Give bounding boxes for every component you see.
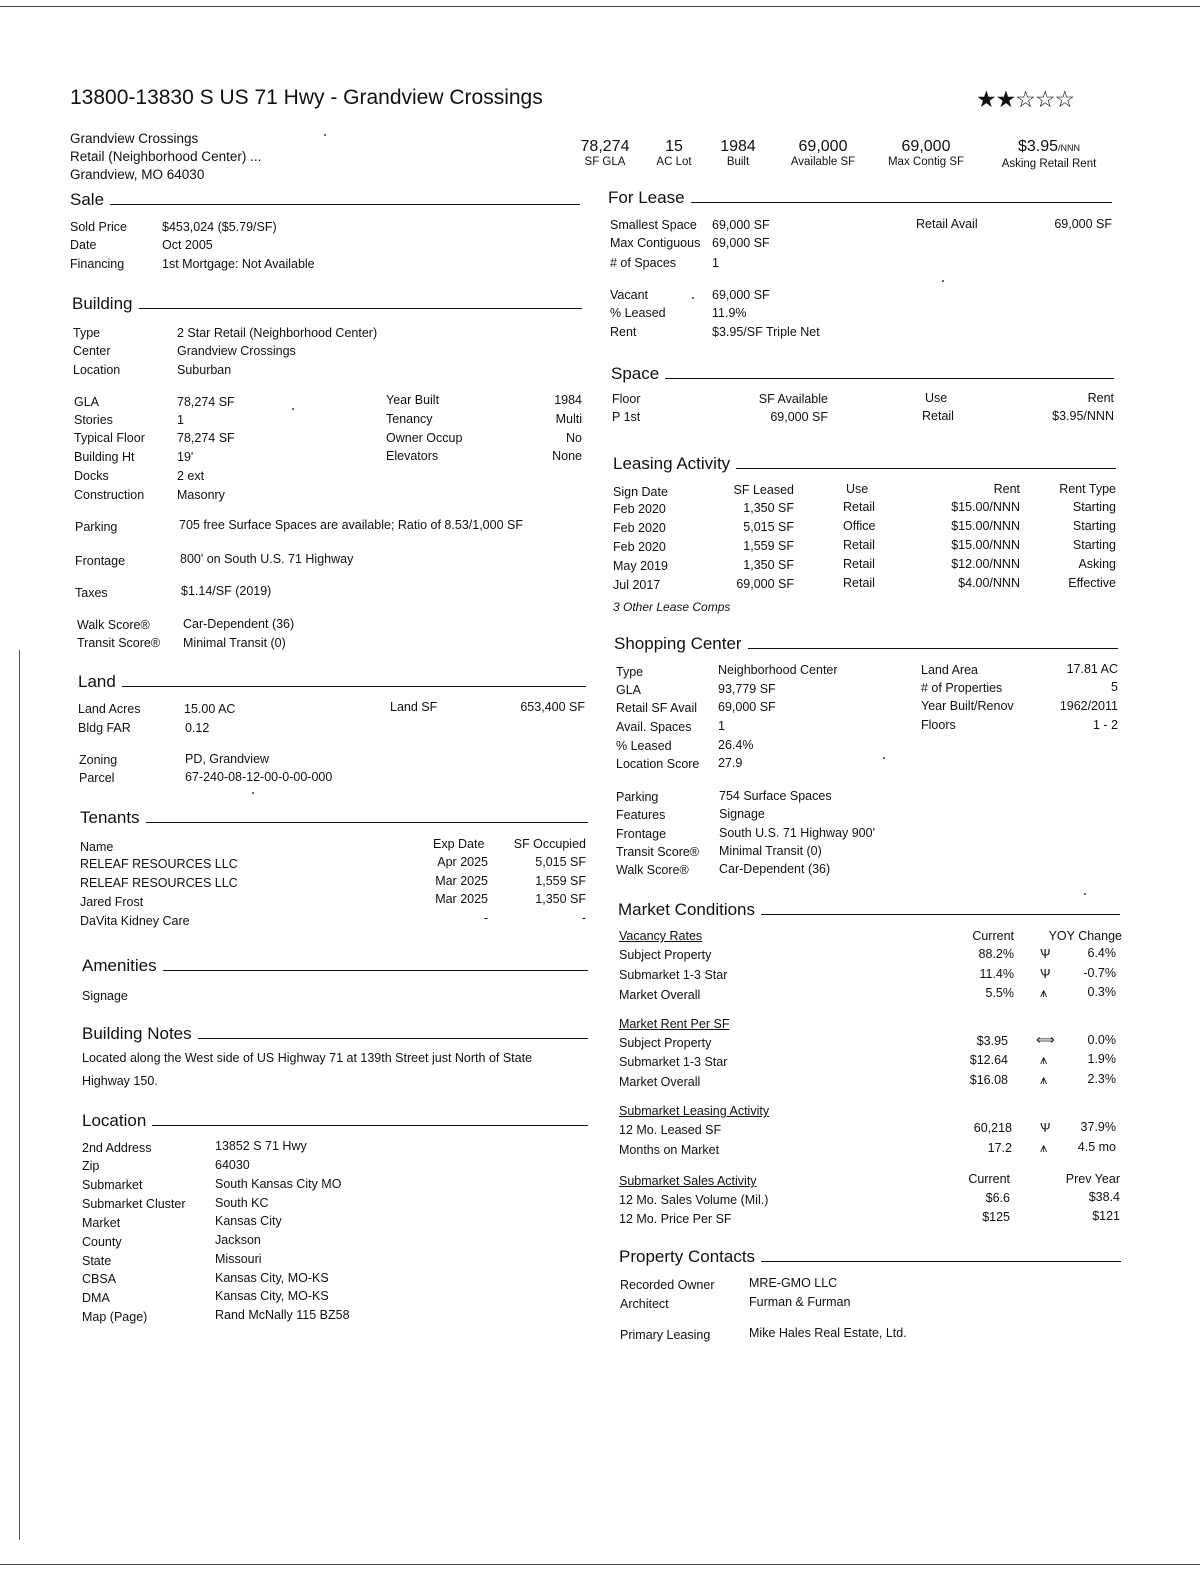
location-value: Missouri: [215, 1252, 262, 1266]
location-value: Jackson: [215, 1233, 261, 1247]
contact-label: Architect: [620, 1297, 669, 1311]
leasing-use: Retail: [843, 538, 875, 552]
market-label: Months on Market: [619, 1143, 720, 1157]
building-label: Center: [73, 344, 111, 358]
tenants-col-exp: Exp Date: [433, 837, 485, 851]
market-change: 0.3%: [1087, 985, 1116, 999]
zoning-value: PD, Grandview: [185, 752, 270, 766]
property-city: Grandview, MO 64030: [70, 167, 205, 182]
property-type: Retail (Neighborhood Center) ...: [70, 149, 262, 164]
leasing-col-use: Use: [846, 482, 869, 496]
leasing-rent: $15.00/NNN: [951, 519, 1020, 533]
market-change: 0.0%: [1087, 1033, 1116, 1047]
bldg-far-label: Bldg FAR: [78, 721, 131, 735]
tenant-sf: 1,350 SF: [535, 892, 586, 906]
market-label: 12 Mo. Leased SF: [619, 1123, 722, 1137]
shopping-label: Parking: [616, 790, 659, 804]
building-label: Docks: [74, 469, 109, 483]
location-label: Submarket: [82, 1178, 143, 1192]
land-acres-label: Land Acres: [78, 702, 141, 716]
star-empty-icon: ☆: [1015, 86, 1035, 112]
leasing-sf: 1,350 SF: [743, 558, 794, 572]
market-current: $125: [982, 1210, 1010, 1224]
leasing-rent: $4.00/NNN: [958, 576, 1020, 590]
lease-label: % Leased: [610, 306, 666, 320]
star-empty-icon: ☆: [1034, 86, 1055, 112]
lease-label: # of Spaces: [610, 256, 677, 270]
leasing-rent: $12.00/NNN: [951, 557, 1020, 571]
star-filled-icon: ★: [995, 86, 1016, 112]
lease-value: 69,000 SF: [712, 218, 770, 232]
market-current: 17.2: [987, 1141, 1012, 1155]
building-value: 1: [177, 413, 184, 427]
land-sf-value: 653,400 SF: [520, 700, 585, 714]
location-label: Map (Page): [82, 1310, 148, 1324]
market-label: 12 Mo. Sales Volume (Mil.): [619, 1193, 769, 1207]
space-col-sf: SF Available: [758, 392, 828, 406]
other-lease-comps: 3 Other Lease Comps: [613, 600, 731, 614]
parcel-value: 67-240-08-12-00-0-00-000: [185, 770, 333, 784]
building-value: 2 ext: [177, 469, 205, 483]
zoning-label: Zoning: [79, 753, 118, 767]
scan-edge-top: [0, 6, 1200, 7]
shopping-value: Neighborhood Center: [718, 663, 838, 677]
market-current: $6.6: [985, 1191, 1010, 1205]
shopping-label: Features: [616, 808, 666, 822]
contact-label: Recorded Owner: [620, 1278, 715, 1292]
building-value: 19': [177, 450, 194, 464]
lease-value: 11.9%: [712, 306, 747, 320]
building-label: Stories: [74, 413, 113, 427]
tenant-sf: 5,015 SF: [535, 855, 586, 869]
kpi-available: 69,000 Available SF: [790, 138, 856, 168]
building-label: Tenancy: [386, 412, 433, 426]
market-heading: Market Conditions: [618, 900, 1120, 920]
scan-edge-bottom: [0, 1564, 1200, 1565]
vacancy-title: Vacancy Rates: [619, 929, 703, 943]
amenities-text: Signage: [82, 989, 128, 1003]
sale-heading: Sale: [70, 190, 580, 210]
leasing-date: Feb 2020: [613, 502, 666, 516]
location-value: Rand McNally 115 BZ58: [215, 1308, 350, 1322]
property-subinfo: [70, 130, 261, 184]
leasing-sf: 1,559 SF: [743, 539, 794, 553]
leasing-col-sf: SF Leased: [733, 483, 794, 497]
building-value: Multi: [555, 412, 582, 426]
location-value: Kansas City, MO-KS: [215, 1289, 329, 1303]
location-label: DMA: [82, 1291, 110, 1305]
location-value: Kansas City: [215, 1214, 282, 1228]
trend-down-icon: Ѱ: [1040, 946, 1051, 961]
leasing-use: Retail: [843, 500, 875, 514]
walk-score-value: Car-Dependent (36): [183, 617, 295, 631]
shopping-label: Walk Score®: [616, 863, 689, 877]
market-change: 1.9%: [1087, 1052, 1116, 1066]
tenant-sf: -: [581, 911, 586, 925]
shopping-value: 1962/2011: [1059, 699, 1118, 713]
kpi-asking-rent: $3.95/NNN Asking Retail Rent: [1001, 138, 1097, 170]
market-prev: $38.4: [1088, 1190, 1120, 1204]
location-label: 2nd Address: [82, 1141, 152, 1155]
tenant-exp: Mar 2025: [435, 892, 488, 906]
tenants-col-sf: SF Occupied: [513, 837, 586, 851]
leasing-col-rent: Rent: [993, 482, 1020, 496]
leasing-activity-title: Submarket Leasing Activity: [619, 1104, 770, 1118]
building-label: Year Built: [386, 393, 440, 407]
tenant-sf: 1,559 SF: [535, 874, 586, 888]
location-label: CBSA: [82, 1272, 117, 1286]
notes-line-2: Highway 150.: [82, 1074, 158, 1088]
shopping-value: 1 - 2: [1092, 718, 1118, 732]
walk-score-label: Walk Score®: [77, 618, 150, 632]
star-filled-icon: ★: [976, 86, 996, 112]
leasing-date: Feb 2020: [613, 540, 666, 554]
tenant-name: Jared Frost: [80, 895, 144, 909]
leasing-type: Starting: [1072, 519, 1116, 533]
building-value: Grandview Crossings: [177, 344, 296, 358]
tenant-name: RELEAF RESOURCES LLC: [80, 876, 238, 890]
leasing-use: Retail: [843, 557, 875, 571]
location-value: 64030: [215, 1158, 250, 1172]
shopping-value: 1: [718, 719, 725, 733]
lease-label: Rent: [610, 325, 637, 339]
tenant-exp: Mar 2025: [435, 874, 488, 888]
notes-heading: Building Notes: [82, 1024, 588, 1044]
space-col-rent: Rent: [1087, 391, 1114, 405]
market-col-yoy: YOY Change: [1048, 929, 1122, 943]
building-label: GLA: [74, 395, 100, 409]
notes-line-1: Located along the West side of US Highway 71 at 139th Street just North of State: [82, 1051, 533, 1065]
shopping-value: 5: [1111, 680, 1118, 694]
building-label: Location: [73, 363, 121, 377]
space-floor: P 1st: [612, 410, 641, 424]
scan-edge-left: [19, 650, 20, 1540]
sales-col-prev: Prev Year: [1065, 1172, 1120, 1186]
sale-label: Sold Price: [70, 220, 127, 234]
building-label: Typical Floor: [74, 431, 145, 445]
market-label: Submarket 1-3 Star: [619, 1055, 728, 1069]
location-value: South KC: [215, 1196, 269, 1210]
market-label: Submarket 1-3 Star: [619, 968, 728, 982]
building-value: Masonry: [177, 488, 225, 502]
bldg-far-value: 0.12: [185, 721, 210, 735]
market-label: Market Overall: [619, 1075, 701, 1089]
building-label: Building Ht: [74, 450, 135, 464]
property-name: Grandview Crossings: [70, 131, 199, 146]
transit-score-value: Minimal Transit (0): [183, 636, 286, 650]
leasing-heading: Leasing Activity: [613, 454, 1116, 474]
shopping-value: South U.S. 71 Highway 900': [719, 826, 875, 840]
market-label: 12 Mo. Price Per SF: [619, 1212, 732, 1226]
location-label: Zip: [82, 1159, 100, 1173]
parking-value: 705 free Surface Spaces are available; Ratio of 8.53/1,000 SF: [179, 518, 523, 532]
sales-activity-title: Submarket Sales Activity: [619, 1174, 757, 1188]
shopping-label: GLA: [616, 683, 642, 697]
market-current: 5.5%: [985, 986, 1014, 1000]
retail-avail-label: Retail Avail: [916, 217, 978, 231]
leasing-sf: 5,015 SF: [743, 520, 794, 534]
shopping-value: Minimal Transit (0): [719, 844, 822, 858]
leasing-type: Starting: [1072, 538, 1116, 552]
lease-value: $3.95/SF Triple Net: [712, 325, 820, 339]
shopping-heading: Shopping Center: [614, 634, 1118, 654]
leasing-sf: 1,350 SF: [743, 501, 794, 515]
property-title: 13800-13830 S US 71 Hwy - Grandview Crossings: [70, 86, 543, 109]
shopping-label: Transit Score®: [616, 845, 700, 859]
location-label: Submarket Cluster: [82, 1197, 186, 1211]
space-heading: Space: [611, 364, 1114, 384]
contact-value: Mike Hales Real Estate, Ltd.: [749, 1326, 907, 1340]
leasing-col-date: Sign Date: [613, 485, 668, 499]
tenants-col-name: Name: [80, 840, 114, 854]
shopping-value: 17.81 AC: [1066, 662, 1118, 676]
shopping-value: 26.4%: [718, 738, 754, 752]
star-empty-icon: ☆: [1054, 86, 1075, 112]
frontage-label: Frontage: [75, 554, 126, 568]
land-heading: Land: [78, 672, 586, 692]
trend-down-icon: Ѱ: [1040, 1120, 1051, 1135]
building-value: 78,274 SF: [177, 431, 235, 445]
shopping-value: 754 Surface Spaces: [719, 789, 832, 803]
building-value: 1984: [554, 393, 582, 407]
tenant-name: DaVita Kidney Care: [80, 914, 190, 928]
space-col-floor: Floor: [612, 392, 641, 406]
contact-value: MRE-GMO LLC: [749, 1276, 838, 1290]
contacts-heading: Property Contacts: [619, 1247, 1121, 1267]
market-current: $16.08: [969, 1073, 1008, 1087]
location-value: Kansas City, MO-KS: [215, 1271, 329, 1285]
leasing-date: Feb 2020: [613, 521, 666, 535]
building-label: Type: [73, 326, 101, 340]
transit-score-label: Transit Score®: [77, 636, 161, 650]
tenant-exp: Apr 2025: [437, 855, 488, 869]
market-change: 6.4%: [1087, 946, 1116, 960]
market-col-current: Current: [972, 929, 1014, 943]
space-rent: $3.95/NNN: [1052, 409, 1114, 423]
sale-value: 1st Mortgage: Not Available: [162, 257, 315, 271]
contact-label: Primary Leasing: [620, 1328, 711, 1342]
lease-value: 1: [712, 256, 719, 270]
lease-value: 69,000 SF: [712, 236, 770, 250]
trend-flat-icon: ⟺: [1036, 1032, 1055, 1047]
scan-speck: [252, 792, 254, 794]
shopping-label: Year Built/Renov: [921, 699, 1014, 713]
market-change: 2.3%: [1087, 1072, 1116, 1086]
building-heading: Building: [72, 294, 582, 314]
lease-label: Smallest Space: [610, 218, 697, 232]
contact-value: Furman & Furman: [749, 1295, 851, 1309]
space-sf: 69,000 SF: [770, 410, 828, 424]
shopping-value: Car-Dependent (36): [719, 862, 831, 876]
trend-up-icon: ⩚: [1040, 1052, 1048, 1067]
leasing-type: Effective: [1068, 576, 1116, 590]
building-value: Suburban: [177, 363, 232, 377]
sale-label: Financing: [70, 257, 125, 271]
shopping-value: 27.9: [718, 756, 743, 770]
location-value: South Kansas City MO: [215, 1177, 342, 1191]
lease-heading: For Lease: [608, 188, 1112, 208]
building-label: Elevators: [386, 449, 439, 463]
building-label: Construction: [74, 488, 145, 502]
lease-label: Vacant: [610, 288, 648, 302]
tenant-name: RELEAF RESOURCES LLC: [80, 857, 238, 871]
leasing-type: Starting: [1072, 500, 1116, 514]
shopping-label: Location Score: [616, 757, 700, 771]
building-value: 2 Star Retail (Neighborhood Center): [177, 326, 378, 340]
location-label: County: [82, 1235, 122, 1249]
leasing-col-type: Rent Type: [1059, 482, 1116, 496]
scan-speck: [883, 757, 885, 759]
leasing-date: May 2019: [613, 559, 668, 573]
trend-up-icon: ⩚: [1040, 985, 1048, 1000]
location-label: State: [82, 1254, 112, 1268]
market-label: Market Overall: [619, 988, 701, 1002]
scan-speck: [324, 134, 326, 136]
market-label: Subject Property: [619, 1036, 712, 1050]
taxes-value: $1.14/SF (2019): [181, 584, 272, 598]
shopping-label: Type: [616, 665, 644, 679]
leasing-rent: $15.00/NNN: [951, 500, 1020, 514]
kpi-lot: 15 AC Lot: [656, 138, 692, 168]
shopping-label: Floors: [921, 718, 956, 732]
building-value: No: [566, 431, 582, 445]
shopping-value: Signage: [719, 807, 765, 821]
space-use: Retail: [922, 409, 954, 423]
tenant-exp: -: [483, 911, 488, 925]
tenants-heading: Tenants: [80, 808, 588, 828]
trend-down-icon: Ѱ: [1040, 966, 1051, 981]
market-current: $12.64: [969, 1053, 1008, 1067]
shopping-label: Avail. Spaces: [616, 720, 692, 734]
market-current: 60,218: [973, 1121, 1012, 1135]
star-rating: [976, 86, 1074, 113]
building-value: None: [552, 449, 582, 463]
parcel-label: Parcel: [79, 771, 115, 785]
kpi-built: 1984 Built: [720, 138, 756, 168]
scan-speck: [942, 280, 944, 282]
sale-label: Date: [70, 238, 97, 252]
market-change: 4.5 mo: [1077, 1140, 1116, 1154]
shopping-label: Land Area: [921, 663, 978, 677]
amenities-heading: Amenities: [82, 956, 588, 976]
market-current: 88.2%: [978, 947, 1014, 961]
shopping-value: 69,000 SF: [718, 700, 776, 714]
scan-speck: [692, 297, 694, 299]
leasing-use: Office: [843, 519, 876, 533]
scan-speck: [292, 408, 294, 410]
taxes-label: Taxes: [75, 586, 108, 600]
leasing-sf: 69,000 SF: [736, 577, 794, 591]
market-change: 37.9%: [1080, 1120, 1116, 1134]
market-label: Subject Property: [619, 948, 712, 962]
location-value: 13852 S 71 Hwy: [215, 1139, 307, 1153]
location-label: Market: [82, 1216, 121, 1230]
building-value: 78,274 SF: [177, 395, 235, 409]
kpi-gla: 78,274 SF GLA: [580, 138, 630, 168]
parking-label: Parking: [75, 520, 118, 534]
leasing-rent: $15.00/NNN: [951, 538, 1020, 552]
market-change: -0.7%: [1083, 966, 1116, 980]
land-acres-value: 15.00 AC: [184, 702, 236, 716]
retail-avail-value: 69,000 SF: [1054, 217, 1112, 231]
rent-title: Market Rent Per SF: [619, 1017, 730, 1031]
leasing-use: Retail: [843, 576, 875, 590]
land-sf-label: Land SF: [390, 700, 438, 714]
shopping-label: % Leased: [616, 739, 672, 753]
lease-label: Max Contiguous: [610, 236, 701, 250]
market-current: $3.95: [976, 1034, 1008, 1048]
leasing-type: Asking: [1078, 557, 1116, 571]
space-col-use: Use: [925, 391, 948, 405]
shopping-label: Frontage: [616, 827, 667, 841]
sale-value: Oct 2005: [162, 238, 213, 252]
leasing-date: Jul 2017: [613, 578, 661, 592]
shopping-label: # of Properties: [921, 681, 1003, 695]
shopping-value: 93,779 SF: [718, 682, 776, 696]
scan-speck: [1084, 893, 1086, 895]
frontage-value: 800' on South U.S. 71 Highway: [180, 552, 354, 566]
kpi-max-contig: 69,000 Max Contig SF: [887, 138, 965, 168]
lease-value: 69,000 SF: [712, 288, 770, 302]
trend-up-icon: ⩚: [1040, 1140, 1048, 1155]
trend-up-icon: ⩚: [1040, 1072, 1048, 1087]
market-prev: $121: [1092, 1209, 1120, 1223]
building-label: Owner Occup: [386, 431, 463, 445]
location-heading: Location: [82, 1111, 588, 1131]
sale-value: $453,024 ($5.79/SF): [162, 220, 277, 234]
sales-col-current: Current: [968, 1172, 1010, 1186]
shopping-label: Retail SF Avail: [616, 701, 698, 715]
market-current: 11.4%: [979, 967, 1014, 981]
